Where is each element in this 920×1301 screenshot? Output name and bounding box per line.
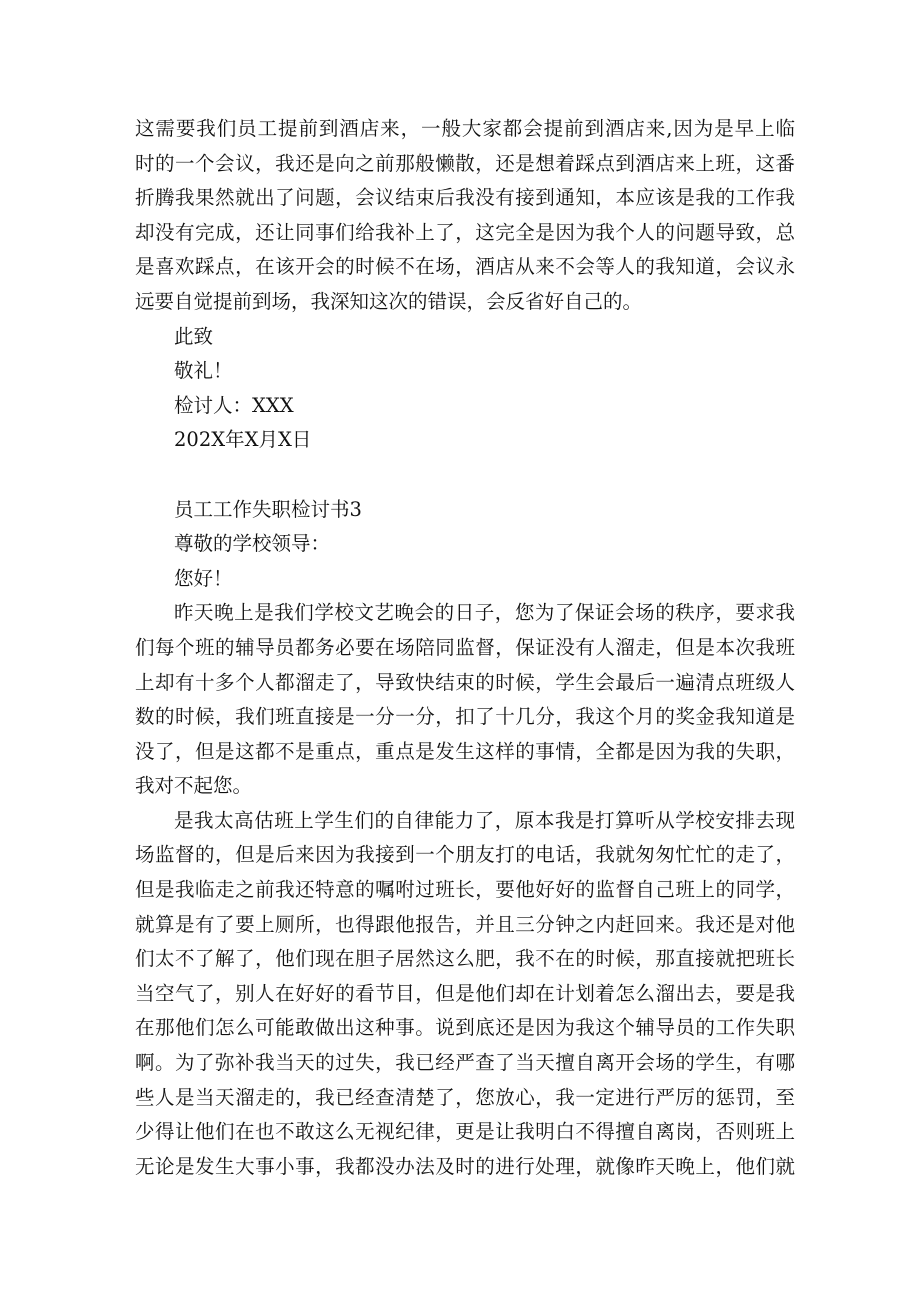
text-line: 没了，但是这都不是重点，重点是发生这样的事情，全都是因为我的失职， [135, 739, 795, 763]
text-line: 少得让他们在也不敢这么无视纪律，更是让我明白不得擅自离岗，否则班上 [135, 1120, 795, 1144]
text-line: 数的时候，我们班直接是一分一分，扣了十几分，我这个月的奖金我知道是 [135, 705, 795, 729]
text-line: 远要自觉提前到场，我深知这次的错误，会反省好自己的。 [135, 289, 643, 313]
text-line: 无论是发生大事小事，我都没办法及时的进行处理，就像昨天晚上，他们就 [135, 1154, 795, 1178]
closing-line-2: 敬礼！ [174, 359, 233, 383]
text-line: 折腾我果然就出了问题，会议结束后我没有接到通知，本应该是我的工作我 [135, 186, 795, 210]
text-line: 时的一个会议，我还是向之前那般懒散，还是想着踩点到酒店来上班，这番 [135, 151, 795, 175]
date: 202X年X月X日 [174, 428, 312, 452]
text-line: 当空气了，别人在好好的看节目，但是他们却在计划着怎么溜出去，要是我 [135, 981, 795, 1005]
text-line: 们太不了解了，他们现在胆子居然这么肥，我不在的时候，那直接就把班长 [135, 947, 795, 971]
text-line: 但是我临走之前我还特意的嘱咐过班长，要他好好的监督自己班上的同学， [135, 878, 795, 902]
text-line: 是我太高估班上学生们的自律能力了，原本我是打算听从学校安排去现 [174, 808, 795, 832]
paragraph-3 [135, 804, 795, 1185]
text-line: 们每个班的辅导员都务必要在场陪同监督，保证没有人溜走，但是本次我班 [135, 635, 795, 659]
text-line: 却没有完成，还让同事们给我补上了，这完全是因为我个人的问题导致，总 [135, 220, 795, 244]
salutation: 尊敬的学校领导： [174, 532, 331, 556]
text-line: 在那他们怎么可能敢做出这种事。说到底还是因为我这个辅导员的工作失职 [135, 1016, 795, 1040]
text-line: 我对不起您。 [135, 774, 253, 798]
text-line: 是喜欢踩点，在该开会的时候不在场，酒店从来不会等人的我知道，会议永 [135, 255, 795, 279]
section-title: 员工工作失职检讨书3 [174, 497, 362, 521]
text-line: 啊。为了弥补我当天的过失，我已经严查了当天擅自离开会场的学生，有哪 [135, 1051, 795, 1075]
signer: 检讨人：XXX [174, 393, 294, 417]
text-line: 这需要我们员工提前到酒店来，一般大家都会提前到酒店来,因为是早上临 [135, 117, 795, 140]
text-line: 昨天晚上是我们学校文艺晚会的日子，您为了保证会场的秩序，要求我 [174, 601, 795, 625]
section-spacer [135, 458, 795, 493]
text-line: 些人是当天溜走的，我已经查清楚了，您放心，我一定进行严厉的惩罚，至 [135, 1085, 795, 1109]
text-line: 就算是有了要上厕所，也得跟他报告，并且三分钟之内赶回来。我还是对他 [135, 912, 795, 936]
text-line: 上却有十多个人都溜走了，导致快结束的时候，学生会最后一遍清点班级人 [135, 670, 795, 694]
paragraph-2 [135, 596, 795, 804]
paragraph-1 [135, 112, 795, 320]
text-line: 场监督的，但是后来因为我接到一个朋友打的电话，我就匆匆忙忙的走了， [135, 843, 795, 867]
document-body [135, 112, 795, 1184]
closing-line-1: 此致 [174, 324, 214, 348]
greeting: 您好！ [174, 566, 233, 590]
